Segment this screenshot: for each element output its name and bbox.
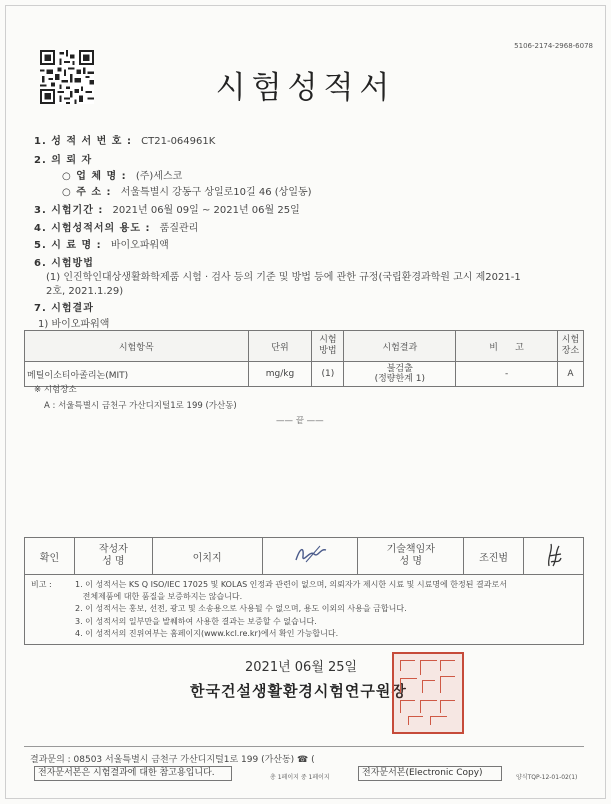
remark-line: 3. 이 성적서의 일부만을 발췌하여 사용한 결과는 보증할 수 없습니다. — [75, 616, 317, 626]
remarks-label: 비고 : — [31, 580, 52, 589]
test-period-label: 3. 시험기간 : — [34, 205, 104, 216]
purpose-row — [34, 219, 198, 234]
cell-result-limit: (정량한계 1) — [374, 374, 425, 384]
sample-row — [34, 236, 169, 251]
test-result-label: 7. 시험결과 — [34, 303, 94, 314]
requester-row — [34, 151, 92, 166]
test-result-row — [34, 299, 94, 314]
test-method-label: 6. 시험방법 — [34, 258, 94, 269]
address-row — [62, 183, 312, 198]
document-number: 5106-2174-2968-6078 — [514, 42, 593, 50]
remark-line: 1. 이 성적서는 KS Q ISO/IEC 17025 및 KOLAS 인정과 관련이 없으며, 의뢰자가 제시한 시료 및 시료명에 한정된 결과로서 — [75, 580, 507, 589]
header-unit: 단위 — [248, 331, 312, 362]
results-table — [24, 330, 584, 387]
manager-label: 기술책임자 성 명 — [358, 538, 464, 575]
company-value: (주)세스코 — [135, 171, 183, 182]
writer-label: 작성자 성 명 — [74, 538, 152, 575]
header-remark: 비 고 — [456, 331, 558, 362]
confirm-label: 확인 — [25, 538, 75, 575]
report-number-label: 1. 성 적 서 번 호 : — [34, 136, 132, 147]
remark-line: 전체제품에 대한 품질을 보증하지는 않습니다. — [75, 592, 243, 602]
remark-line: 4. 이 성적서의 진위여부는 홈페이지(www.kcl.re.kr)에서 확인 가능합니다. — [75, 628, 339, 638]
remark-line: 2. 이 성적서는 홍보, 선전, 광고 및 소송용으로 사용될 수 없으며, 용도 이외의 사용을 금합니다. — [75, 604, 407, 614]
electronic-notice-box: 전자문서본은 시험결과에 대한 참고용입니다. — [34, 766, 232, 781]
test-method-line1: (1) 인진학인대상생활화학제품 시험 · 검사 등의 기준 및 방법 등에 관한 규정(국립환경과학원 고시 제2021-1 — [46, 272, 521, 283]
header-result: 시험결과 — [344, 331, 456, 362]
report-number-value: CT21-064961K — [141, 136, 216, 147]
electronic-copy-box: 전자문서본(Electronic Copy) — [358, 766, 502, 781]
document-title: 시험성적서 — [215, 70, 396, 106]
company-row — [62, 167, 182, 182]
address-label: ○ 주 소 : — [62, 187, 112, 198]
writer-signature-icon — [290, 542, 330, 568]
cell-result-main: 불검출 — [386, 364, 413, 374]
footer-divider — [24, 746, 584, 747]
header-method: 시험 방법 — [312, 331, 344, 362]
official-seal-icon — [392, 652, 464, 734]
purpose-value: 품질관리 — [159, 223, 199, 234]
issue-date: 2021년 06월 25일 — [245, 660, 358, 675]
header-place: 시험 장소 — [558, 331, 584, 362]
page-indicator: 총 1페이지 중 1페이지 — [270, 774, 330, 781]
place-note-title: ※ 시험장소 — [34, 385, 77, 395]
cell-result — [344, 362, 456, 387]
cell-item: 메틸이소티아졸리논(MIT) — [25, 362, 249, 387]
cell-unit: mg/kg — [248, 362, 312, 387]
results-header-row — [25, 331, 584, 362]
organization-name: 한국건설생활환경시험연구원장 — [190, 682, 407, 700]
requester-label: 2. 의 뢰 자 — [34, 155, 93, 166]
manager-signature — [524, 538, 584, 575]
manager-signature-icon — [539, 540, 569, 570]
header-item: 시험항목 — [25, 331, 249, 362]
purpose-label: 4. 시험성적서의 용도 : — [34, 223, 151, 234]
signature-table — [24, 537, 584, 575]
test-period-row — [34, 201, 300, 216]
remarks-body — [75, 579, 507, 640]
writer-signature — [262, 538, 358, 575]
writer-name: 이치지 — [152, 538, 262, 575]
cell-method: (1) — [312, 362, 344, 387]
company-label: ○ 업 체 명 : — [62, 171, 127, 182]
address-value: 서울특별시 강동구 상일로10길 46 (상일동) — [120, 187, 312, 198]
contact-info: 결과문의 : 08503 서울특별시 금천구 가산디지털1로 199 (가산동) ☎ ( — [30, 755, 315, 765]
test-method-row — [34, 254, 94, 269]
form-number: 양식TQP-12-01-02(1) — [516, 774, 578, 781]
report-number-row — [34, 132, 215, 147]
test-result-sample: 1) 바이오파워액 — [38, 319, 110, 330]
cell-place: A — [558, 362, 584, 387]
remarks-box — [24, 572, 584, 645]
test-method-line2: 2호, 2021.1.29) — [46, 286, 124, 297]
sample-label: 5. 시 료 명 : — [34, 240, 102, 251]
test-period-value: 2021년 06월 09일 ~ 2021년 06월 25일 — [112, 205, 300, 216]
place-note-line: A : 서울특별시 금천구 가산디지털1로 199 (가산동) — [44, 401, 237, 411]
manager-name: 조진범 — [464, 538, 524, 575]
table-row — [25, 362, 584, 387]
sample-value: 바이오파워액 — [110, 240, 169, 251]
cell-remark: - — [456, 362, 558, 387]
end-mark: —— 끝 —— — [276, 416, 324, 426]
